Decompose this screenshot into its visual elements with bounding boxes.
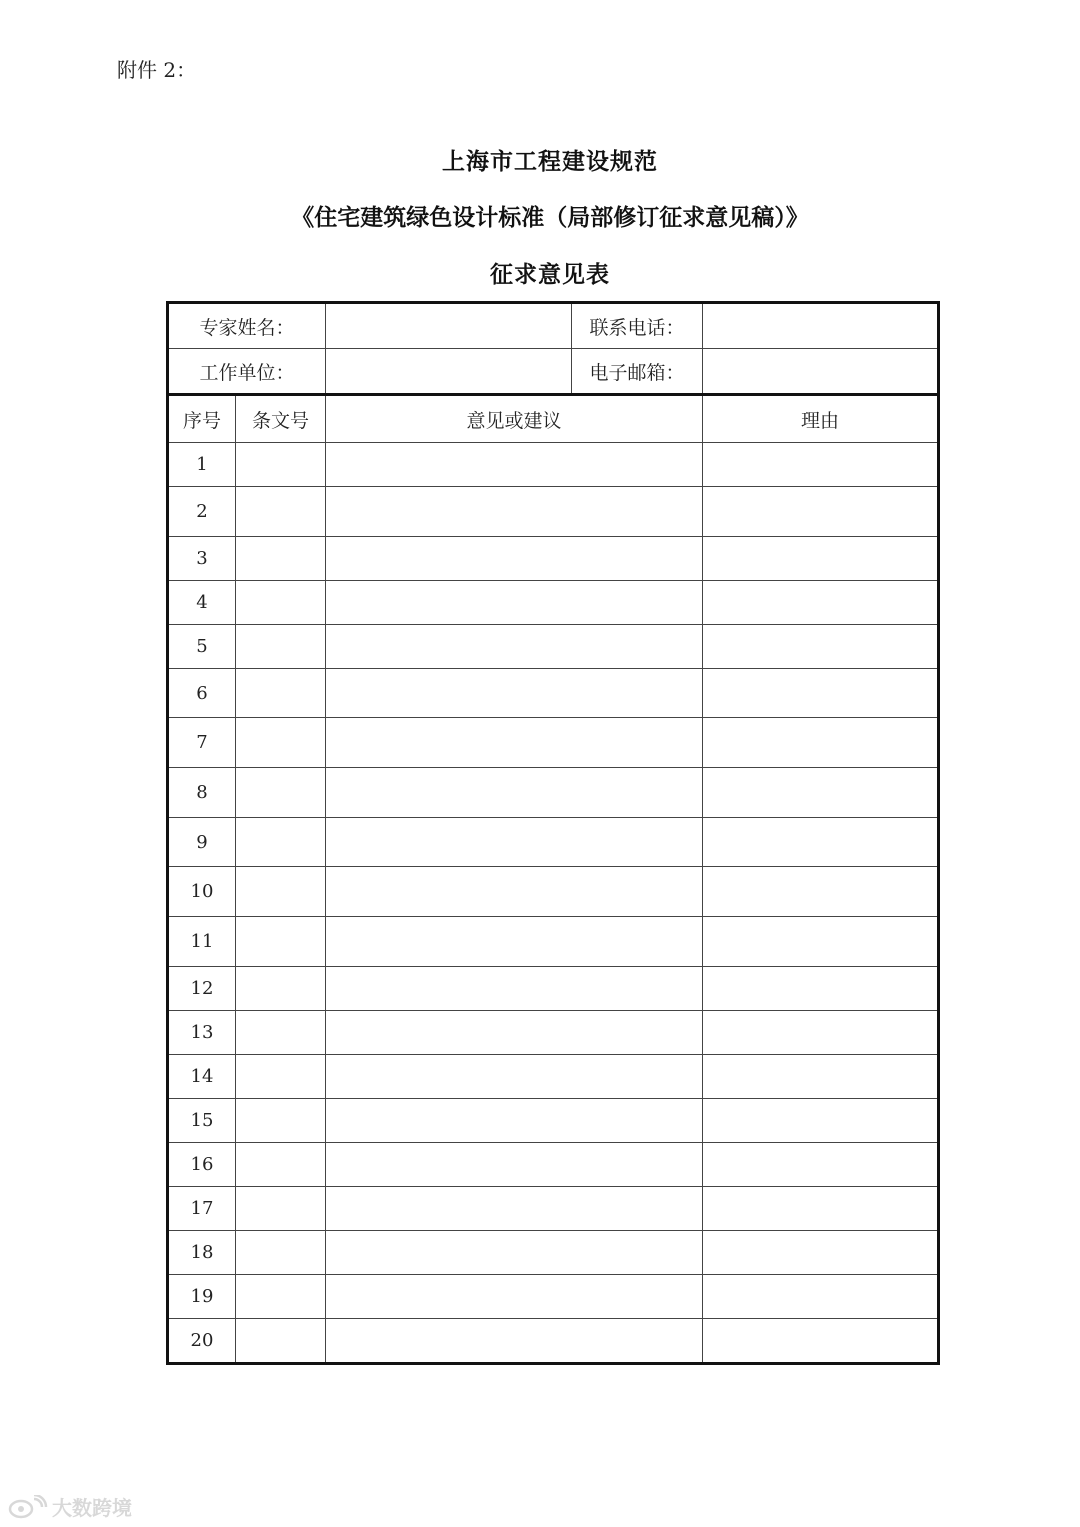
reason-cell[interactable]	[703, 1099, 939, 1143]
expert-name-field[interactable]	[326, 303, 572, 349]
opinion-cell[interactable]	[326, 669, 703, 718]
row-number: 18	[168, 1231, 236, 1275]
opinion-cell[interactable]	[326, 443, 703, 487]
reason-cell[interactable]	[703, 718, 939, 768]
opinion-cell[interactable]	[326, 1143, 703, 1187]
table-row	[168, 581, 939, 625]
opinion-cell[interactable]	[326, 818, 703, 867]
weibo-logo-icon	[8, 1495, 48, 1519]
clause-cell[interactable]	[236, 487, 326, 537]
column-header-clause: 条文号	[236, 395, 326, 443]
opinion-cell[interactable]	[326, 1011, 703, 1055]
row-number: 10	[168, 867, 236, 917]
row-number: 19	[168, 1275, 236, 1319]
table-row	[168, 1099, 939, 1143]
document-subtitle: 《住宅建筑绿色设计标准（局部修订征求意见稿）》	[291, 204, 809, 231]
row-number: 16	[168, 1143, 236, 1187]
table-row	[168, 625, 939, 669]
reason-cell[interactable]	[703, 967, 939, 1011]
watermark-text: 大数跨境	[52, 1496, 132, 1520]
table-row	[168, 537, 939, 581]
table-row	[168, 967, 939, 1011]
opinion-cell[interactable]	[326, 625, 703, 669]
clause-cell[interactable]	[236, 1011, 326, 1055]
row-number: 11	[168, 917, 236, 967]
clause-cell[interactable]	[236, 581, 326, 625]
opinion-cell[interactable]	[326, 1275, 703, 1319]
opinion-cell[interactable]	[326, 487, 703, 537]
reason-cell[interactable]	[703, 1143, 939, 1187]
table-row	[168, 1231, 939, 1275]
clause-cell[interactable]	[236, 537, 326, 581]
row-number: 13	[168, 1011, 236, 1055]
table-row	[168, 1187, 939, 1231]
clause-cell[interactable]	[236, 718, 326, 768]
reason-cell[interactable]	[703, 1011, 939, 1055]
attachment-label: 附件 2：	[117, 58, 197, 82]
opinion-rows	[168, 443, 939, 1364]
opinion-cell[interactable]	[326, 1319, 703, 1364]
opinion-cell[interactable]	[326, 917, 703, 967]
clause-cell[interactable]	[236, 867, 326, 917]
row-number: 15	[168, 1099, 236, 1143]
row-number: 14	[168, 1055, 236, 1099]
opinion-cell[interactable]	[326, 967, 703, 1011]
table-row	[168, 487, 939, 537]
row-number: 20	[168, 1319, 236, 1364]
row-number: 5	[168, 625, 236, 669]
clause-cell[interactable]	[236, 818, 326, 867]
reason-cell[interactable]	[703, 537, 939, 581]
reason-cell[interactable]	[703, 669, 939, 718]
table-row	[168, 1055, 939, 1099]
table-row	[168, 1275, 939, 1319]
email-label: 电子邮箱：	[572, 349, 703, 395]
clause-cell[interactable]	[236, 1275, 326, 1319]
phone-field[interactable]	[703, 303, 939, 349]
work-unit-label: 工作单位：	[168, 349, 326, 395]
opinion-cell[interactable]	[326, 1099, 703, 1143]
row-number: 3	[168, 537, 236, 581]
reason-cell[interactable]	[703, 1319, 939, 1364]
column-header-opinion: 意见或建议	[326, 395, 703, 443]
watermark	[8, 1492, 132, 1521]
opinion-cell[interactable]	[326, 1187, 703, 1231]
row-number: 2	[168, 487, 236, 537]
table-row	[168, 443, 939, 487]
clause-cell[interactable]	[236, 1143, 326, 1187]
row-number: 17	[168, 1187, 236, 1231]
column-header-reason: 理由	[703, 395, 939, 443]
expert-name-label: 专家姓名：	[168, 303, 326, 349]
opinion-cell[interactable]	[326, 1055, 703, 1099]
table-row	[168, 669, 939, 718]
opinion-cell[interactable]	[326, 537, 703, 581]
clause-cell[interactable]	[236, 1055, 326, 1099]
email-field[interactable]	[703, 349, 939, 395]
table-row	[168, 768, 939, 818]
opinion-cell[interactable]	[326, 1231, 703, 1275]
row-number: 7	[168, 718, 236, 768]
opinion-cell[interactable]	[326, 768, 703, 818]
table-row	[168, 1011, 939, 1055]
clause-cell[interactable]	[236, 1187, 326, 1231]
opinion-table	[166, 393, 940, 1365]
row-number: 12	[168, 967, 236, 1011]
reason-cell[interactable]	[703, 818, 939, 867]
row-number: 9	[168, 818, 236, 867]
reason-cell[interactable]	[703, 917, 939, 967]
clause-cell[interactable]	[236, 1099, 326, 1143]
clause-cell[interactable]	[236, 768, 326, 818]
reason-cell[interactable]	[703, 1055, 939, 1099]
table-row	[168, 818, 939, 867]
row-number: 4	[168, 581, 236, 625]
contact-info-table	[166, 301, 940, 396]
document-title: 上海市工程建设规范	[442, 148, 658, 175]
opinion-cell[interactable]	[326, 581, 703, 625]
clause-cell[interactable]	[236, 625, 326, 669]
reason-cell[interactable]	[703, 443, 939, 487]
reason-cell[interactable]	[703, 768, 939, 818]
reason-cell[interactable]	[703, 1187, 939, 1231]
phone-label: 联系电话：	[572, 303, 703, 349]
opinion-cell[interactable]	[326, 867, 703, 917]
clause-cell[interactable]	[236, 669, 326, 718]
clause-cell[interactable]	[236, 1319, 326, 1364]
reason-cell[interactable]	[703, 1231, 939, 1275]
clause-cell[interactable]	[236, 1231, 326, 1275]
reason-cell[interactable]	[703, 625, 939, 669]
table-row	[168, 917, 939, 967]
table-row	[168, 718, 939, 768]
table-row	[168, 1319, 939, 1364]
table-row	[168, 1143, 939, 1187]
form-title: 征求意见表	[490, 261, 610, 288]
clause-cell[interactable]	[236, 443, 326, 487]
reason-cell[interactable]	[703, 487, 939, 537]
clause-cell[interactable]	[236, 917, 326, 967]
reason-cell[interactable]	[703, 867, 939, 917]
row-number: 1	[168, 443, 236, 487]
column-header-seq: 序号	[168, 395, 236, 443]
reason-cell[interactable]	[703, 1275, 939, 1319]
table-row	[168, 867, 939, 917]
reason-cell[interactable]	[703, 581, 939, 625]
work-unit-field[interactable]	[326, 349, 572, 395]
clause-cell[interactable]	[236, 967, 326, 1011]
opinion-cell[interactable]	[326, 718, 703, 768]
row-number: 8	[168, 768, 236, 818]
row-number: 6	[168, 669, 236, 718]
